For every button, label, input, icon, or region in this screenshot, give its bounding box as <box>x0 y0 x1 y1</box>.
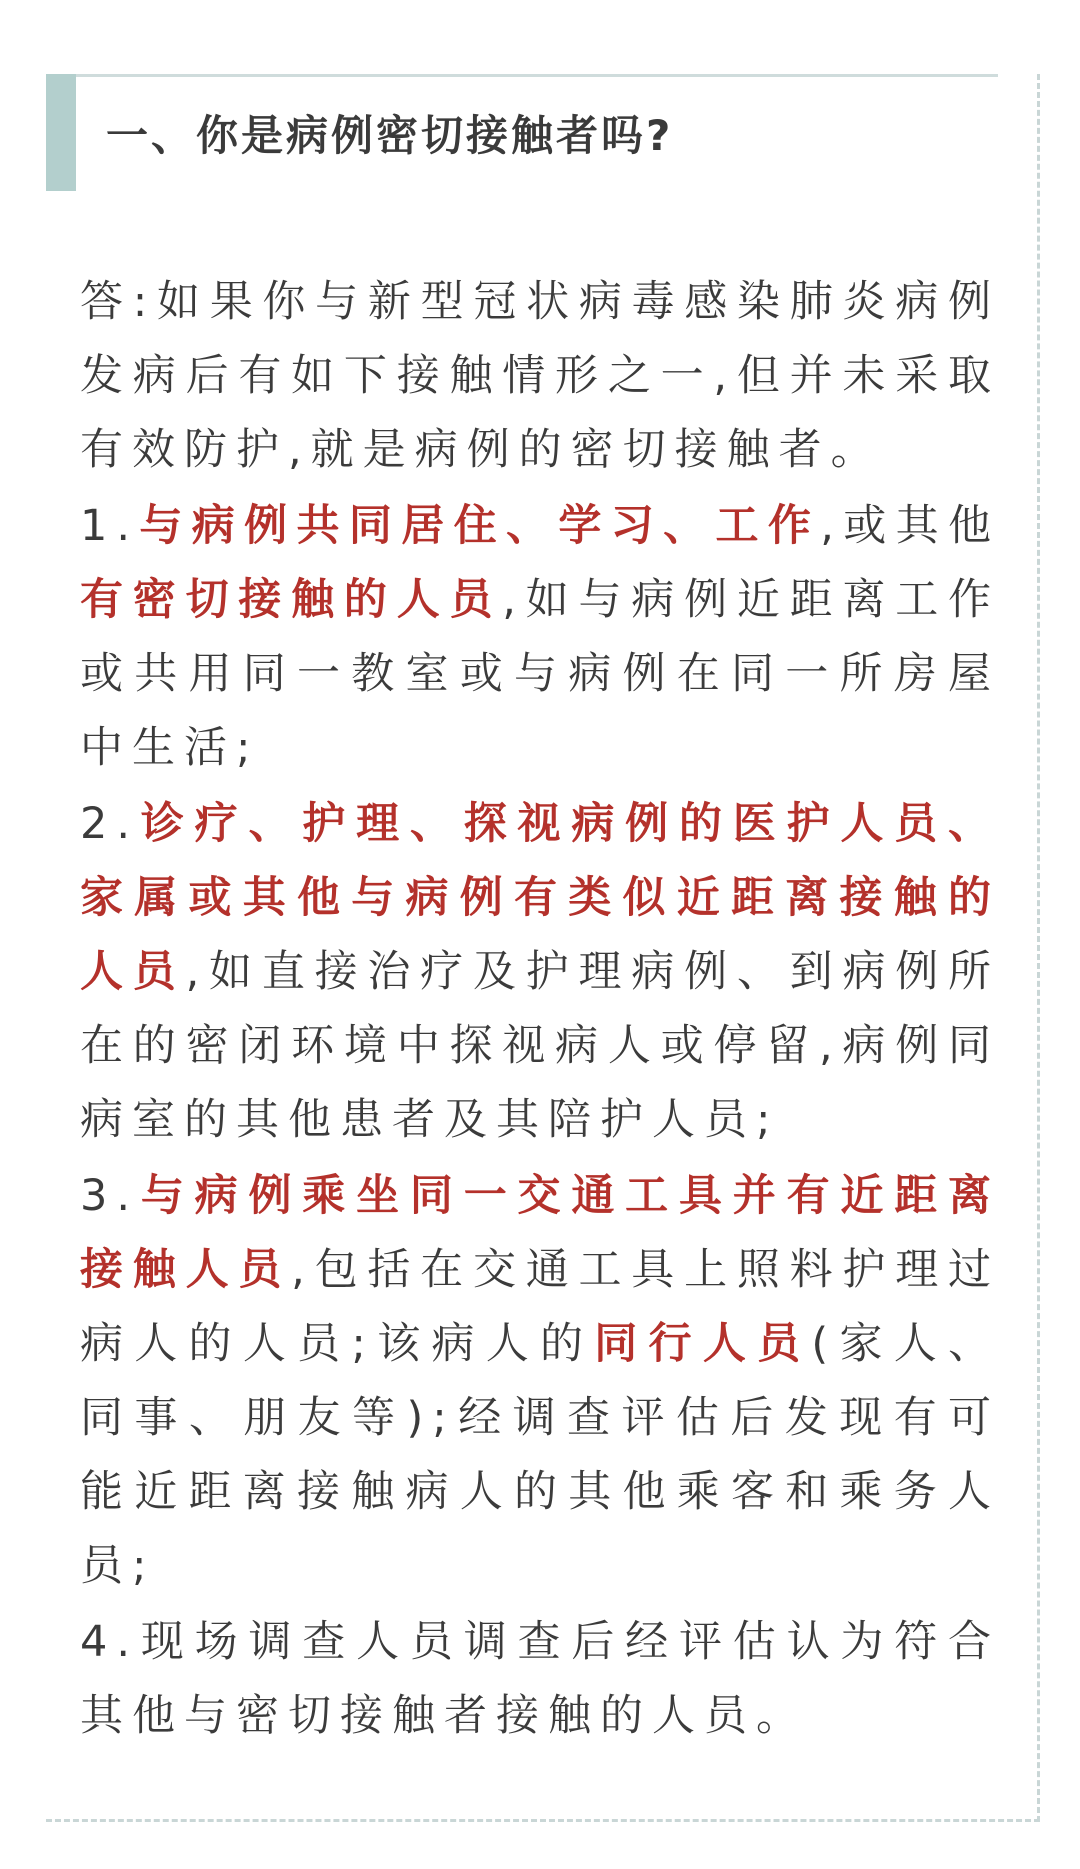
section-heading: 一、你是病例密切接触者吗? <box>106 111 674 160</box>
highlight-text: 有密切接触的人员 <box>80 575 503 625</box>
list-item-3 <box>80 1159 1000 1603</box>
item-number: 3. <box>80 1171 140 1221</box>
highlight-text: 与病例共同居住、学习、工作 <box>139 501 821 551</box>
highlight-text: 与病例乘坐同一交通工具并有近距离接触人员 <box>80 1171 1000 1295</box>
item-text: ,或其他 <box>820 501 1000 551</box>
top-divider <box>46 74 998 77</box>
highlight-text: 同行人员 <box>594 1319 812 1369</box>
list-item-2 <box>80 787 1000 1157</box>
highlight-text: 诊疗、护理、探视病例的医护人员、家属或其他与病例有类似近距离接触的人员 <box>80 799 1000 997</box>
heading-accent-bar <box>46 74 76 191</box>
item-text: (家人、同事、朋友等);经调查评估后发现有可能近距离接触病人的其他乘客和乘务人员; <box>80 1319 1000 1591</box>
list-item-1 <box>80 489 1000 785</box>
answer-paragraph: 答:如果你与新型冠状病毒感染肺炎病例发病后有如下接触情形之一,但并未采取有效防护,就是病例的密切接触者。 <box>80 277 1000 475</box>
article-body <box>80 265 1000 1755</box>
item-number: 1. <box>80 501 140 551</box>
item-text: ,如直接治疗及护理病例、到病例所在的密闭环境中探视病人或停留,病例同病室的其他患者及其陪护人员; <box>80 947 1001 1145</box>
list-item-4 <box>80 1605 1000 1753</box>
item-number: 4. <box>80 1617 140 1667</box>
item-text: ,包括在交通工具上照料护理过病人的人员;该病人的 <box>80 1245 1001 1369</box>
item-text: 现场调查人员调查后经评估认为符合其他与密切接触者接触的人员。 <box>80 1617 1000 1741</box>
item-text: ,如与病例近距离工作或共用同一教室或与病例在同一所房屋中生活; <box>80 575 1001 773</box>
item-number: 2. <box>80 799 140 849</box>
